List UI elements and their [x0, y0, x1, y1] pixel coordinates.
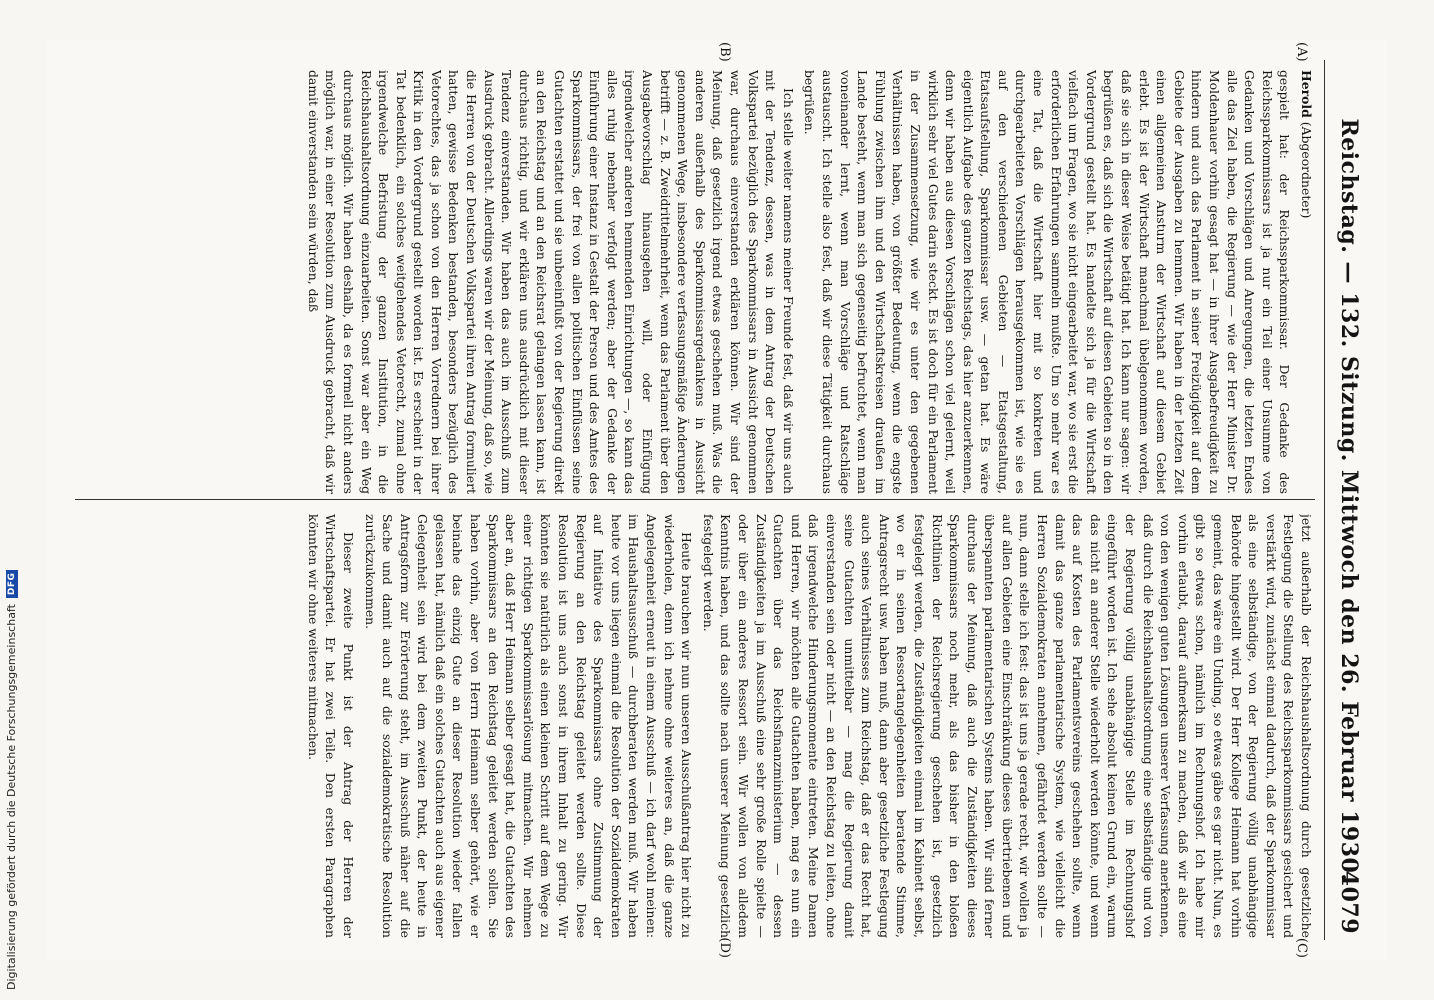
paragraph: Dieser zweite Punkt ist der Antrag der Herren der Wirtschaftspartei. Er hat zwei Teile. Den ersten Paragraphen könnten wir ohne weiteres mitmachen. [305, 514, 356, 938]
column-divider [75, 499, 1315, 500]
page-number: 4079 [1336, 870, 1362, 934]
rotated-document-page [47, 40, 1387, 960]
right-column [75, 514, 1315, 938]
left-column [75, 70, 1315, 494]
header-rule [1324, 60, 1325, 940]
paragraph: Heute brauchen wir nun unseren Ausschußantrag hier nicht zu wiederholen, denn ich nehme ohne weiteres an, daß die ganze Angelegenheit erneut in einem Ausschuß — ich darf wohl meinen: im Haushaltsausschuß — durchberaten werden muß. Wir haben heute vor uns liegen einmal die Resolution der Sozialdemokraten auf Initiative des Sparkommissars ohne Zustimmung der Regierung an den Reichstag geleitet werden sollte. Diese Resolution ist uns auch sonst in ihrem Inhalt zu gering. Wir könnten sie natürlich als einen kleinen Schritt auf dem Wege zu einer richtigen Sparkommissarlösung mitmachen. Wir nehmen aber an, daß Herr Heimann selber gesagt hat, die Gutachten des Sparkommissars an den Reichstag geleitet werden sollen. Sie haben vorhin, aber von Herrn Heimann selber gehört, wie er beinahe das einzig Gute an dieser Resolution wieder fallen gelassen hat, nämlich daß ein solches Gutachten auch aus eigener Gelegenheit sein wird bei dem zweiten Punkt, der heute in Antragsform zur Erörterung steht, im Ausschuß näher auf die Sache und damit auch auf die sozialdemokratische Resolution zurückzukommen. [362, 514, 695, 938]
margin-mark-a: (A) [1294, 42, 1309, 62]
page-header [1329, 60, 1369, 940]
page-header-title: Reichstag. — 132. Sitzung. Mittwoch den 26. Februar 1930. [1336, 118, 1362, 882]
funder-text: Digitalisierung gefördert durch die Deutsche Forschungsgemeinschaft [5, 604, 18, 990]
paragraph: jetzt außerhalb der Reichshaushaltsordnung durch gesetzliche Festlegung die Stellung des Reichssparkommissars gesichert und verstärkt wird, zunächst einmal dadurch, daß der Sparkommissar als eine selbständige, von der Regierung völlig unabhängige Behörde hingestellt wird. Der Herr Kollege Heimann hat vorhin gemeint, das wäre ein Unding, so etwas gäbe es gar nicht. Nun, es gibt so etwas schon, nämlich im Rechnungshof. Ich habe mir vorhin erlaubt, darauf aufmerksam zu machen, daß wir als eine von den wenigen guten Lösungen unserer Verfassung anerkennen, daß durch die Reichshaushaltsordnung eine selbständige und von der Regierung völlig unabhängige Stelle im Rechnungshof eingeführt worden ist. Ich sehe absolut keinen Grund ein, warum das nicht an anderer Stelle wiederholt werden könnte, und wenn das auf Kosten des Parlamentsvereins geschehen sollte, wenn damit das ganze parlamentarische System, wie vielleicht die Herren Sozialdemokraten annehmen, gefährdet werden sollte — nun, dann stelle ich fest: das ist uns ja gerade recht, wir wollen ja auf allen Gebieten eine Einschränkung dieses übertriebenen und überspannten parlamentarischen Systems haben. Wir sind ferner durchaus der Meinung, daß auch die Zuständigkeiten dieses Sparkommissars noch mehr, als das bisher in den bloßen Richtlinien der Reichsregierung geschehen ist, gesetzlich festgelegt werden, die Zuständigkeiten einmal im Kabinett selbst, wo er in seinen Ressortangelegenheiten beratende Stimme, Antragsrecht usw. haben muß, dann aber gesetzliche Festlegung auch seines Verhältnisses zum Reichstag, daß er das Recht hat, seine Gutachten unmittelbar — mag die Regierung damit einverstanden sein oder nicht — an den Reichstag zu leiten, ohne daß irgendwelche Hinderungsmomente eintreten. Meine Damen und Herren, wir möchten alle Gutachten haben, mag es nun ein Gutachten über das Reichsfinanzministerium — dessen Zuständigkeiten ja im Ausschuß eine sehr große Rolle spielte — oder über ein anderes Ressort sein. Wir wollen von alledem Kenntnis haben, und das sollte nach unserer Meinung gesetzlich festgelegt werden. [700, 514, 1314, 938]
paragraph: gespielt hat: der Reichssparkommissar. Der Gedanke des Reichssparkommissars ist ja nur ein Teil einer Unsumme von Gedanken und Vorschlägen und Anregungen, die letzten Endes alle das Ziel haben, die Regierung — wie der Herr Minister Dr. Moldenhauer vorhin gesagt hat — in ihrer Ausgabefreudigkeit zu hindern und auch das Parlament in seiner Freizügigkeit auf dem Gebiete der Ausgaben zu hemmen. Wir haben in der letzten Zeit einen allgemeinen Ansturm der Wirtschaft auf diesem Gebiet erlebt. Es ist der Wirtschaft manchmal übelgenommen worden, daß sie sich in dieser Weise betätigt hat. Ich kann nur sagen: wir begrüßen es, daß sich die Wirtschaft auf diesen Gebieten so in den Vordergrund gestellt hat. Es handelte sich ja für die Wirtschaft vielfach um Fragen, wo sie nicht eingearbeitet war, wo sie erst die erforderlichen Erfahrungen sammeln mußte. Um so mehr war es eine Tat, daß die Wirtschaft hier mit so konkreten und durchgearbeiteten Vorschlägen herausgekommen ist, wie sie es auf den verschiedenen Gebieten — Etatsgestaltung, Etatsaufstellung, Sparkommissar usw. — getan hat. Es wäre eigentlich Aufgabe des ganzen Reichstags, das hier anzuerkennen, denn wir haben aus diesen Vorschlägen schon viel gelernt, weil wirklich sehr viel Gutes darin steckt. Es ist doch für ein Parlament in der Zusammensetzung, wie wir es unter den gegebenen Verhältnissen haben, von größter Bedeutung, wenn die engste Fühlung zwischen ihm und den Wirtschaftskreisen draußen im Lande besteht, wenn man sich gegenseitig befruchtet, wenn man voneinander lernt, wenn man Vorschläge und Ratschläge austauscht. Ich stelle also fest, daß wir diese Tätigkeit durchaus begrüßen. [802, 70, 1293, 494]
paragraph: Ich stelle weiter namens meiner Freunde fest, daß wir uns auch mit der Tendenz, dessen, was in dem Antrag der Deutschen Volkspartei bezüglich des Sparkommissars in Aussicht genommen war, durchaus einverstanden erklären können. Wir sind der Meinung, daß gesetzlich irgend etwas geschehen muß. Was die anderen außerhalb des Sparkommissargedankens in Aussicht genommenen Wege, insbesondere verfassungsmäßige Änderungen betrifft — z. B. Zweidrittelmehrheit, wenn das Parlament über den Ausgabevorschlag hinausgehen will, oder Einfügung irgendwelcher anderen hemmenden Einrichtungen —, so kann das alles ruhig nebenher verfolgt werden; aber der Gedanke der Einführung einer Instanz in Gestalt der Person und des Amtes des Sparkommissars, der frei von allen politischen Einflüssen seine Gutachten erstattet und sie unbeeinflußt von der Regierung direkt an den Reichstag und an den Reichsrat gelangen lassen kann, ist durchaus richtig, und wir erklären uns ausdrücklich mit dieser Tendenz einverstanden. Wir haben das auch im Ausschuß zum Ausdruck gebracht. Allerdings waren wir der Meinung, daß so, wie die Herren von der Deutschen Volkspartei ihren Antrag formuliert hatten, gewisse Bedenken bestanden, besonders bezüglich des Vetorechtes, das ja schon von den Herren Vorrednern bei ihrer Kritik in den Vordergrund gestellt worden ist. Es erscheint in der Tat bedenklich, ein solches weitgehendes Vetorecht, zumal ohne irgendwelche Befristung der ganzen Institution, in die Reichshaushaltsordnung einzuarbeiten. Sonst war aber ein Weg durchaus möglich. Wir haben deshalb, da es formell nicht anders möglich war, in einer Resolution zum Ausdruck gebracht, daß wir damit einverstanden sein würden, daß [305, 70, 796, 494]
speaker-line [1297, 70, 1315, 494]
dfg-logo: DFG [6, 570, 18, 599]
funder-note [5, 570, 18, 990]
margin-mark-b: (B) [717, 42, 732, 62]
speaker-label: Herold [1299, 70, 1314, 118]
margin-mark-c: (C) [1294, 937, 1309, 958]
speaker-role: (Abgeordneter) [1299, 121, 1314, 219]
margin-mark-d: (D) [717, 937, 732, 958]
